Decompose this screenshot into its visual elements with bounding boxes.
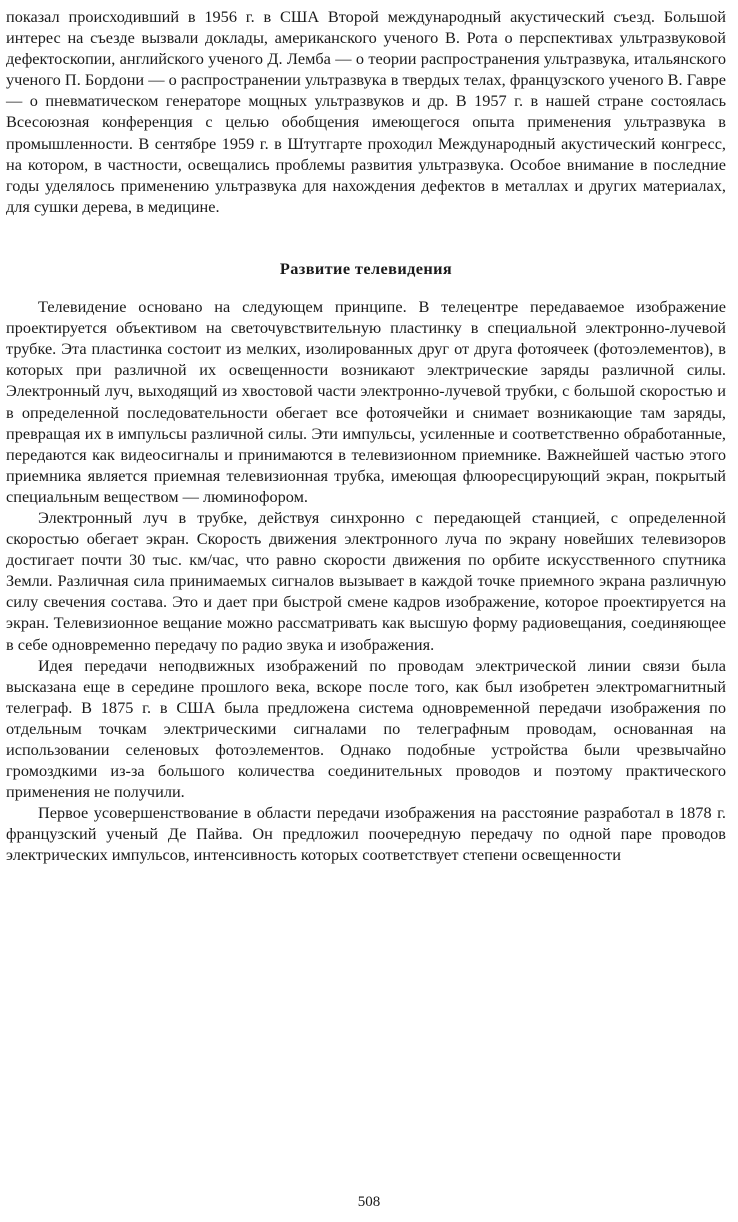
paragraph-1: Телевидение основано на следующем принципе. В телецентре передаваемое изображение проектируется объективом на светочувствительную пластинку в специальной электронно-лучевой трубке. Эта пластинка состоит из мелких, изолированных друг от друга фотоячеек (фотоэлементов), в которых при различной их освещенности возникают электрические заряды различной силы. Электронный луч, выходящий из хвостовой части электронно-лучевой трубки, с большой скоростью и в определенной последовательности обегает все фотоячейки и снимает возникающие там заряды, превращая их в импульсы различной силы. Эти импульсы, усиленные и соответственно обработанные, передаются как видеосигналы и принимаются в телевизионном приемнике. Важнейшей частью этого приемника является приемная телевизионная трубка, имеющая флюоресцирующий экран, покрытый специальным веществом — люминофором. [6, 297, 726, 506]
page-number: 508 [357, 1194, 381, 1210]
paragraph-2: Электронный луч в трубке, действуя синхронно с передающей станцией, с определенной скоростью обегает экран. Скорость движения электронного луча по экрану новейших телевизоров достигает почти 30 тыс. км/час, что равно скорости движения по орбите искусственного спутника Земли. Различная сила принимаемых сигналов вызывает в каждой точке приемного экрана различную силу свечения состава. Это и дает при быстрой смене кадров изображение, которое проектируется на экран. Телевизионное вещание можно рассматривать как высшую форму радиовещания, соединяющее в себе одновременно передачу по радио звука и изображения. [6, 507, 726, 654]
paragraph-4: Первое усовершенствование в области передачи изображения на расстояние разработал в 1878 г. французский ученый Де Пайва. Он предложил поочередную передачу по одной паре проводов электрических импульсов, интенсивность которых соответствует степени освещенности [6, 803, 726, 865]
page-body [6, 6, 726, 866]
paragraph-intro: показал происходивший в 1956 г. в США Второй международный акустический съезд. Большой интерес на съезде вызвали доклады, американского ученого В. Рота о перспективах ультразвуковой дефектоскопии, английского ученого Д. Лемба — о теории распространения ультразвука, итальянского ученого П. Бордони — о распространении ультразвука в твердых телах, французского ученого В. Гавре — о пневматическом генераторе мощных ультразвуков и др. В 1957 г. в нашей стране состоялась Всесоюзная конференция с целью обобщения имеющегося опыта применения ультразвука в промышленности. В сентябре 1959 г. в Штутгарте проходил Международный акустический конгресс, на котором, в частности, освещались проблемы развития ультразвука. Особое внимание в последние годы уделялось применению ультразвука для нахождения дефектов в металлах и других материалах, для сушки дерева, в медицине. [6, 7, 726, 216]
paragraph-3: Идея передачи неподвижных изображений по проводам электрической линии связи была высказана еще в середине прошлого века, вскоре после того, как был изобретен электромагнитный телеграф. В 1875 г. в США была предложена система одновременной передачи изображения по отдельным точкам электрическими сигналами по телеграфным проводам, основанная на использовании селеновых фотоэлементов. Однако подобные устройства были чрезвычайно громоздкими из-за большого количества соединительных проводов и поэтому практического применения не получили. [6, 655, 726, 802]
section-title: Развитие телевидения [279, 258, 453, 278]
